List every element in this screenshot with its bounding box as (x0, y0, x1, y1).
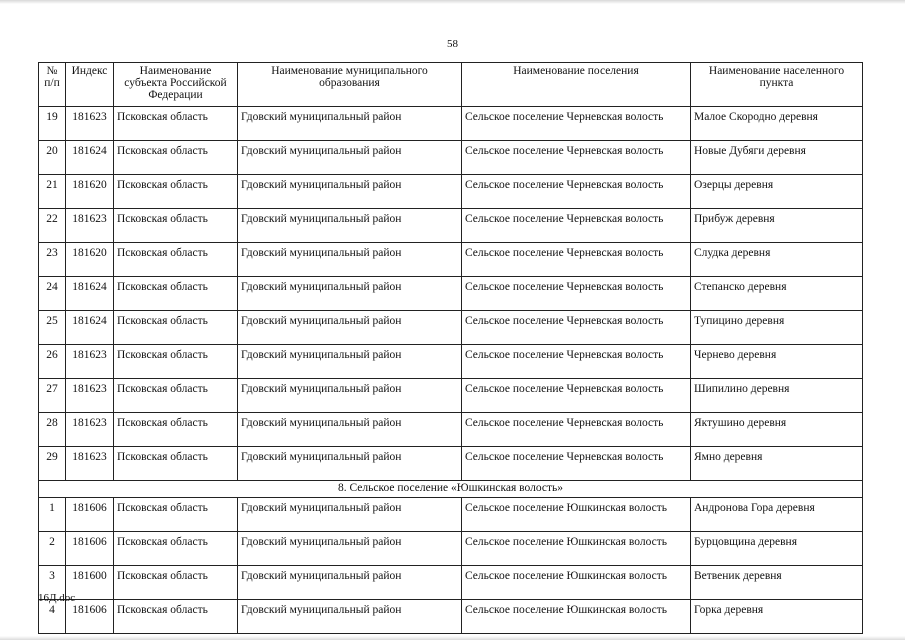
row-municipality: Гдовский муниципальный район (238, 209, 462, 243)
table-section (39, 481, 863, 498)
row-num: 20 (39, 141, 66, 175)
row-municipality: Гдовский муниципальный район (238, 600, 462, 634)
row-municipality: Гдовский муниципальный район (238, 345, 462, 379)
header-municipality: Наименование муниципального образования (238, 63, 462, 107)
row-municipality: Гдовский муниципальный район (238, 532, 462, 566)
table-row (39, 566, 863, 600)
row-municipality: Гдовский муниципальный район (238, 243, 462, 277)
row-index: 181620 (66, 175, 114, 209)
row-num: 28 (39, 413, 66, 447)
row-index: 181623 (66, 447, 114, 481)
row-settlement: Сельское поселение Юшкинская волость (462, 498, 691, 532)
row-settlement: Сельское поселение Черневская волость (462, 311, 691, 345)
table-row (39, 498, 863, 532)
table-row (39, 532, 863, 566)
row-num: 4 (39, 600, 66, 634)
row-index: 181606 (66, 532, 114, 566)
scan-edge-top (0, 0, 905, 4)
row-subject: Псковская область (114, 107, 238, 141)
row-num: 19 (39, 107, 66, 141)
row-locality: Прибуж деревня (691, 209, 863, 243)
row-locality: Озерцы деревня (691, 175, 863, 209)
row-locality: Горка деревня (691, 600, 863, 634)
table-row (39, 141, 863, 175)
row-settlement: Сельское поселение Черневская волость (462, 141, 691, 175)
row-subject: Псковская область (114, 277, 238, 311)
row-settlement: Сельское поселение Юшкинская волость (462, 600, 691, 634)
row-locality: Тупицино деревня (691, 311, 863, 345)
row-settlement: Сельское поселение Юшкинская волость (462, 566, 691, 600)
table-body-chernevskaya (39, 107, 863, 481)
row-municipality: Гдовский муниципальный район (238, 447, 462, 481)
row-index: 181620 (66, 243, 114, 277)
row-index: 181600 (66, 566, 114, 600)
table-row (39, 345, 863, 379)
row-index: 181624 (66, 311, 114, 345)
row-locality: Чернево деревня (691, 345, 863, 379)
section-row (39, 481, 863, 498)
row-locality: Ямно деревня (691, 447, 863, 481)
row-subject: Псковская область (114, 413, 238, 447)
row-index: 181623 (66, 379, 114, 413)
row-subject: Псковская область (114, 447, 238, 481)
row-subject: Псковская область (114, 498, 238, 532)
table-row (39, 447, 863, 481)
row-subject: Псковская область (114, 345, 238, 379)
row-subject: Псковская область (114, 532, 238, 566)
row-settlement: Сельское поселение Черневская волость (462, 379, 691, 413)
row-index: 181624 (66, 277, 114, 311)
table-row (39, 107, 863, 141)
row-subject: Псковская область (114, 311, 238, 345)
row-municipality: Гдовский муниципальный район (238, 566, 462, 600)
row-subject: Псковская область (114, 600, 238, 634)
row-subject: Псковская область (114, 209, 238, 243)
table-row (39, 311, 863, 345)
row-index: 181623 (66, 209, 114, 243)
table-row (39, 209, 863, 243)
row-settlement: Сельское поселение Черневская волость (462, 209, 691, 243)
row-num: 21 (39, 175, 66, 209)
row-index: 181624 (66, 141, 114, 175)
row-subject: Псковская область (114, 141, 238, 175)
table-row (39, 413, 863, 447)
table-row (39, 243, 863, 277)
row-num: 1 (39, 498, 66, 532)
row-locality: Бурцовщина деревня (691, 532, 863, 566)
section-title: 8. Сельское поселение «Юшкинская волость» (39, 481, 863, 498)
row-index: 181623 (66, 107, 114, 141)
row-locality: Малое Скородно деревня (691, 107, 863, 141)
header-subject: Наименование субъекта Российской Федерации (114, 63, 238, 107)
row-locality: Слудка деревня (691, 243, 863, 277)
row-municipality: Гдовский муниципальный район (238, 379, 462, 413)
row-index: 181606 (66, 498, 114, 532)
row-settlement: Сельское поселение Черневская волость (462, 277, 691, 311)
row-settlement: Сельское поселение Черневская волость (462, 243, 691, 277)
table-row (39, 379, 863, 413)
row-subject: Псковская область (114, 243, 238, 277)
row-municipality: Гдовский муниципальный район (238, 141, 462, 175)
row-settlement: Сельское поселение Юшкинская волость (462, 532, 691, 566)
table-header-row (39, 63, 863, 107)
row-locality: Ветвеник деревня (691, 566, 863, 600)
row-settlement: Сельское поселение Черневская волость (462, 345, 691, 379)
row-index: 181623 (66, 345, 114, 379)
header-num: № п/п (39, 63, 66, 107)
row-municipality: Гдовский муниципальный район (238, 498, 462, 532)
row-subject: Псковская область (114, 566, 238, 600)
row-subject: Псковская область (114, 175, 238, 209)
row-num: 26 (39, 345, 66, 379)
row-settlement: Сельское поселение Черневская волость (462, 447, 691, 481)
row-locality: Степанско деревня (691, 277, 863, 311)
row-locality: Яктушино деревня (691, 413, 863, 447)
row-num: 24 (39, 277, 66, 311)
row-num: 23 (39, 243, 66, 277)
row-municipality: Гдовский муниципальный район (238, 311, 462, 345)
table-row (39, 175, 863, 209)
table-row (39, 600, 863, 634)
table-body-yushkinskaya (39, 498, 863, 634)
row-num: 3 (39, 566, 66, 600)
row-locality: Андронова Гора деревня (691, 498, 863, 532)
row-num: 27 (39, 379, 66, 413)
row-num: 22 (39, 209, 66, 243)
row-locality: Шипилино деревня (691, 379, 863, 413)
row-municipality: Гдовский муниципальный район (238, 175, 462, 209)
row-settlement: Сельское поселение Черневская волость (462, 413, 691, 447)
row-index: 181606 (66, 600, 114, 634)
table-row (39, 277, 863, 311)
header-index: Индекс (66, 63, 114, 107)
row-municipality: Гдовский муниципальный район (238, 277, 462, 311)
row-locality: Новые Дубяги деревня (691, 141, 863, 175)
row-settlement: Сельское поселение Черневская волость (462, 107, 691, 141)
row-subject: Псковская область (114, 379, 238, 413)
scan-edge-bottom (0, 636, 905, 640)
footer-file-name: 16Д.doc (38, 592, 76, 604)
header-settlement: Наименование поселения (462, 63, 691, 107)
localities-table (38, 62, 863, 634)
header-locality: Наименование населенного пункта (691, 63, 863, 107)
row-num: 2 (39, 532, 66, 566)
row-index: 181623 (66, 413, 114, 447)
row-num: 25 (39, 311, 66, 345)
page-number: 58 (447, 38, 458, 50)
row-municipality: Гдовский муниципальный район (238, 107, 462, 141)
row-num: 29 (39, 447, 66, 481)
row-municipality: Гдовский муниципальный район (238, 413, 462, 447)
row-settlement: Сельское поселение Черневская волость (462, 175, 691, 209)
